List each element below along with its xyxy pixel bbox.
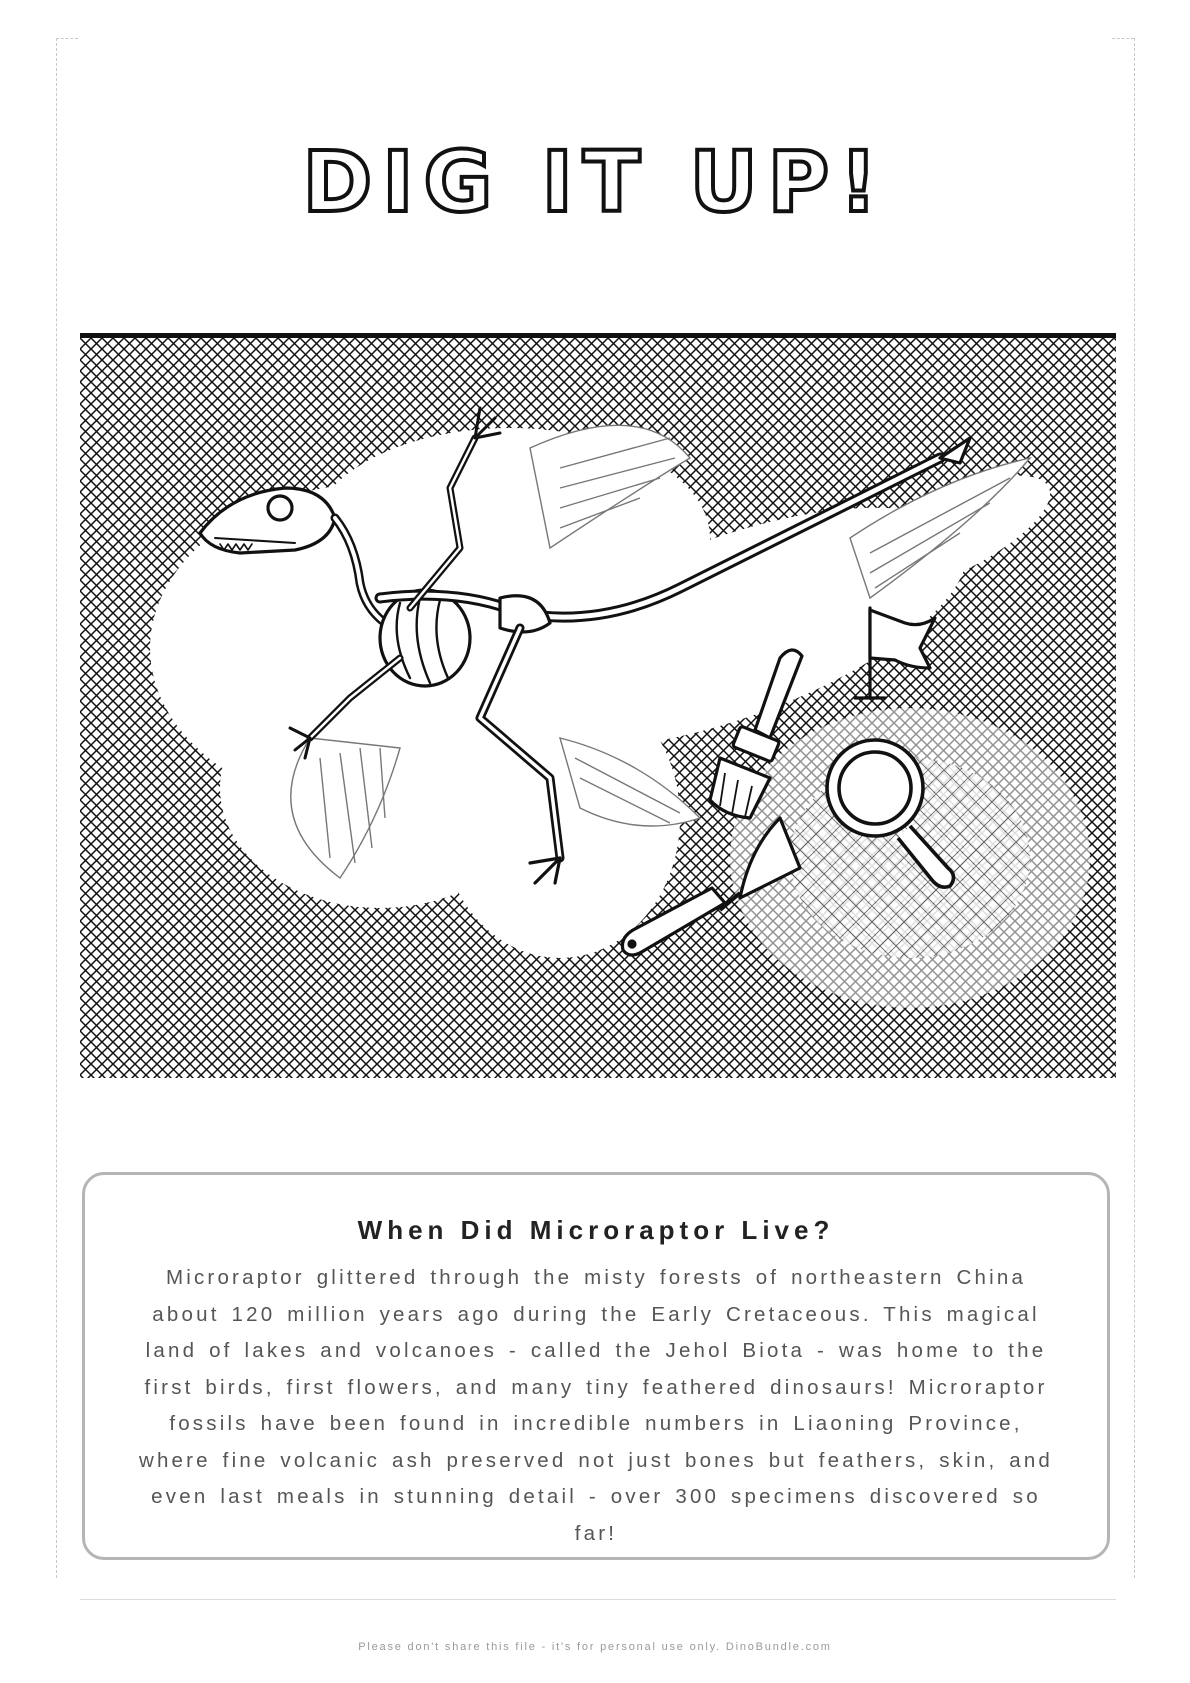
cut-corner-left	[56, 38, 78, 39]
cut-line-left	[56, 38, 57, 1578]
info-box	[82, 1172, 1110, 1560]
footer-note: Please don't share this file - it's for personal use only. DinoBundle.com	[358, 1641, 832, 1653]
cut-corner-right	[1112, 38, 1134, 39]
info-body: Microraptor glittered through the misty forests of northeastern China about 120 million years ago during the Early Cretaceous. This magical land of lakes and volcanoes - called the Jehol Biota - was home to the first birds, first flowers, and many tiny feathered dinosaurs! Microraptor fossils have been found in incredible numbers in Liaoning Province, where fine volcanic ash preserved not just bones but feathers, skin, and even last meals in stunning detail - over 300 specimens discovered so far!	[138, 1266, 1054, 1545]
footer-divider	[80, 1599, 1116, 1600]
page-title: DIG IT UP!	[302, 133, 888, 232]
cut-line-right	[1134, 38, 1135, 1578]
info-heading: When Did Microraptor Live?	[357, 1215, 835, 1245]
fossil-illustration	[80, 333, 1116, 1078]
